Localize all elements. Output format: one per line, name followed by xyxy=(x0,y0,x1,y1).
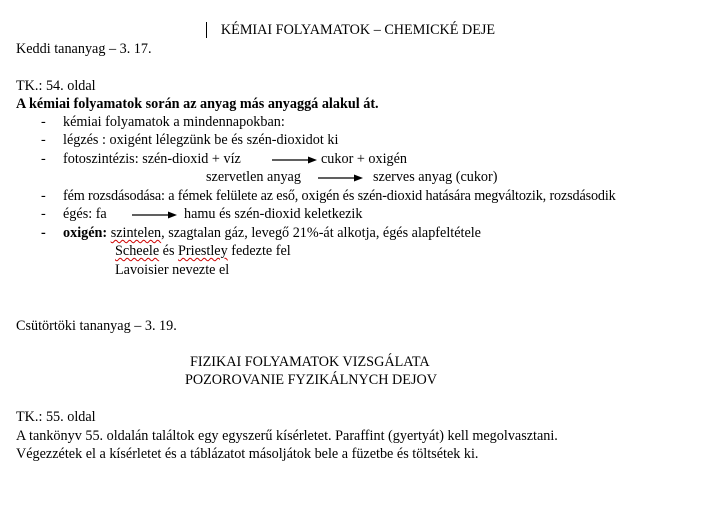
page-title xyxy=(0,21,716,39)
section2-title-sk: POZOROVANIE FYZIKÁLNYCH DEJOV xyxy=(185,372,437,388)
section1-header: Keddi tananyag – 3. 17. xyxy=(16,41,152,57)
section1-tk: TK.: 54. oldal xyxy=(16,78,96,94)
list-item: légzés : oxigént lélegzünk be és szén-dioxidot ki xyxy=(63,132,339,148)
list-item-left: szervetlen anyag xyxy=(206,169,301,185)
section2-header: Csütörtöki tananyag – 3. 19. xyxy=(16,318,177,334)
connector-text: és xyxy=(159,243,179,259)
oxygen-label: oxigén: xyxy=(63,225,108,241)
bullet-dash: - xyxy=(41,206,46,222)
text-cursor xyxy=(206,22,207,38)
bullet-dash: - xyxy=(41,132,46,148)
section2-tk: TK.: 55. oldal xyxy=(16,409,96,425)
name-scheele: Scheele xyxy=(115,243,160,259)
bullet-dash: - xyxy=(41,188,46,204)
arrow-icon xyxy=(272,155,318,165)
oxygen-description: , szagtalan gáz, levegő 21%-át alkotja, égés alapfeltétele xyxy=(161,225,481,241)
name-priestley: Priestley xyxy=(178,243,228,259)
list-item-left: égés: fa xyxy=(63,206,107,222)
misspelled-word: szintelen xyxy=(110,225,162,241)
list-item-left: fotoszintézis: szén-dioxid + víz xyxy=(63,151,241,167)
section2-title-hu: FIZIKAI FOLYAMATOK VIZSGÁLATA xyxy=(190,354,430,370)
arrow-icon xyxy=(318,173,364,183)
page-title-text: KÉMIAI FOLYAMATOK – CHEMICKÉ DEJE xyxy=(220,22,496,38)
bullet-dash: - xyxy=(41,114,46,130)
bullet-dash: - xyxy=(41,225,46,241)
section2-paragraph-1: A tankönyv 55. oldalán találtok egy egyszerű kísérletet. Paraffint (gyertyát) kell megolvasztani. xyxy=(16,428,558,444)
list-item: kémiai folyamatok a mindennapokban: xyxy=(63,114,285,130)
oxygen-discoverers xyxy=(115,242,291,260)
list-item: fém rozsdásodása: a fémek felülete az eső, oxigén és szén-dioxid hatására megváltozik, rozsdásodik xyxy=(63,188,616,204)
section1-lead: A kémiai folyamatok során az anyag más anyaggá alakul át. xyxy=(16,96,379,112)
oxygen-line xyxy=(63,224,481,242)
bullet-dash: - xyxy=(41,151,46,167)
list-item-right: cukor + oxigén xyxy=(321,151,408,167)
arrow-icon xyxy=(132,210,178,220)
discoverers-suffix: fedezte fel xyxy=(227,243,291,259)
list-item-right: szerves anyag (cukor) xyxy=(373,169,498,185)
oxygen-naming: Lavoisier nevezte el xyxy=(115,262,230,278)
section2-paragraph-2: Végezzétek el a kísérletet és a táblázatot másoljátok bele a füzetbe és töltsétek ki. xyxy=(16,446,479,462)
list-item-right: hamu és szén-dioxid keletkezik xyxy=(184,206,363,222)
